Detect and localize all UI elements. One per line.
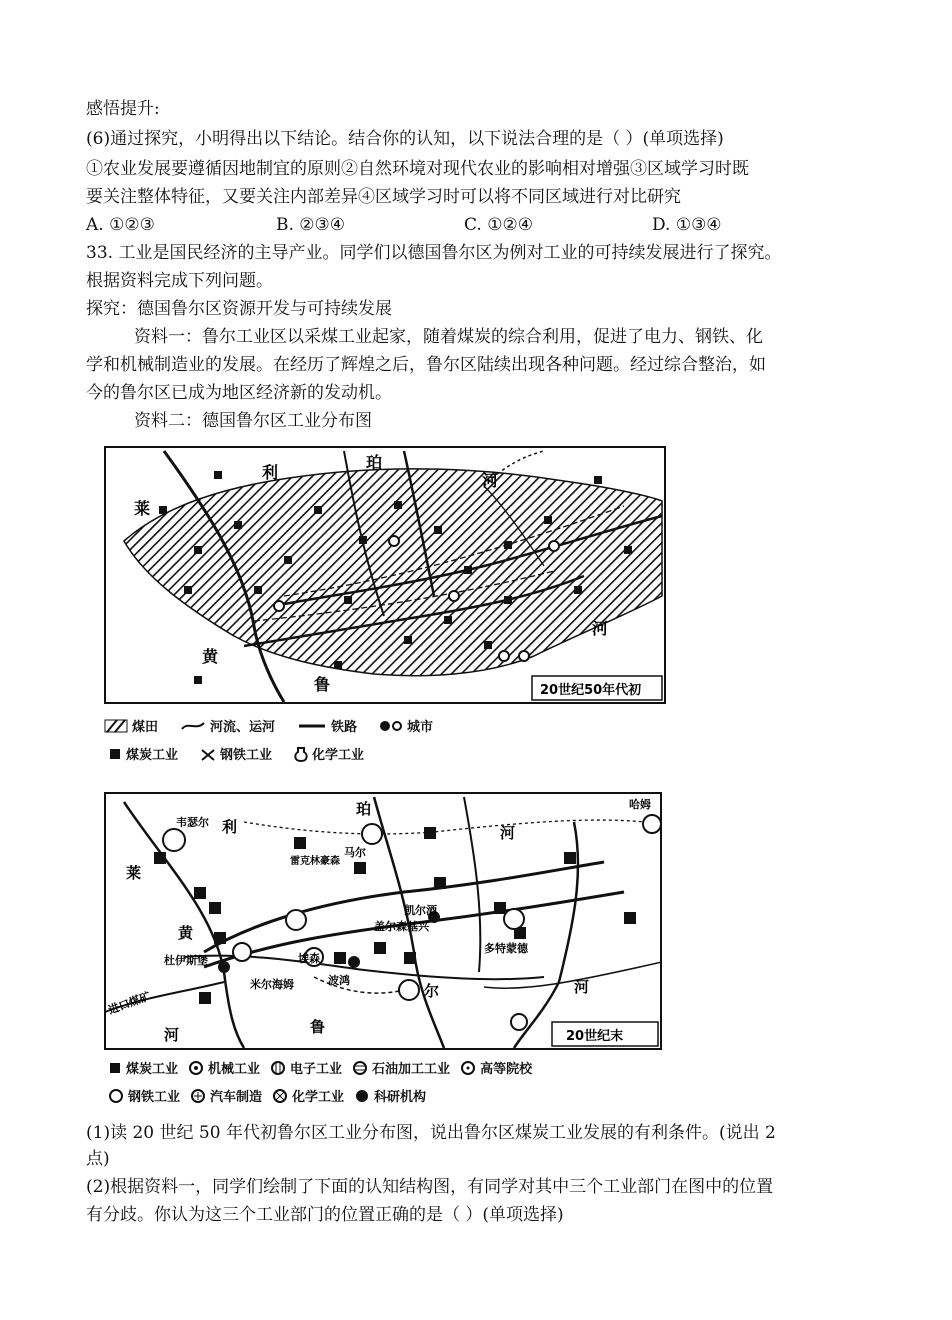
map2-label-city2: 马尔 — [344, 846, 366, 859]
map2-label-city8: 多特蒙德 — [484, 942, 528, 955]
map2-label-city10: 埃森 — [298, 952, 320, 965]
map2-label-he3: 河 — [164, 1026, 180, 1044]
map2-label-er: 尔 — [424, 982, 440, 1000]
heading-reflection: 感悟提升: — [86, 99, 160, 119]
map2-label-huang: 黄 — [178, 924, 194, 942]
question-6-statements-2: 要关注整体特征，又要关注内部差异④区域学习时可以将不同区域进行对比研究 — [86, 187, 681, 207]
map1-legend-row-2 — [108, 744, 386, 763]
map2-label-li: 利 — [222, 818, 238, 836]
map2-label-lai: 莱 — [126, 864, 142, 882]
map2-label-city9: 杜伊斯堡 — [164, 954, 208, 967]
legend-coalfield: 煤田 — [132, 720, 159, 735]
inquiry-title: 探究：德国鲁尔区资源开发与可持续发展 — [86, 299, 392, 319]
legend2-research: 科研机构 — [374, 1090, 427, 1105]
legend2-coal-industry: 煤炭工业 — [126, 1062, 179, 1077]
legend-railway: 铁路 — [331, 720, 358, 735]
map2-label-he2: 河 — [574, 978, 590, 996]
question-33-stem: 33. 工业是国民经济的主导产业。同学们以德国鲁尔区为例对工业的可持续发展进行了探究。 — [86, 243, 782, 263]
map2-label-pei: 珀 — [356, 800, 372, 818]
question-2-line-2: 有分歧。你认为这三个工业部门的位置正确的是（ ）(单项选择) — [86, 1205, 564, 1225]
legend2-petroleum: 石油加工工业 — [372, 1062, 451, 1077]
map2-legend-row-1 — [108, 1058, 542, 1077]
map1-legend-row-1 — [104, 716, 455, 735]
material-1-line-3: 今的鲁尔区已成为地区经济新的发动机。 — [86, 383, 392, 403]
map2-label-city11: 米尔海姆 — [250, 978, 294, 991]
map2-label-city7: 波鸿 — [328, 974, 350, 987]
legend2-automobile: 汽车制造 — [210, 1090, 263, 1105]
map2-label-lu: 鲁 — [310, 1018, 326, 1036]
map1-label-pei: 珀 — [366, 453, 383, 472]
ruhr-map-late-20th-century — [104, 792, 662, 1050]
legend2-chemical: 化学工业 — [292, 1090, 345, 1105]
map2-legend-row-2 — [108, 1086, 436, 1105]
legend2-steel: 钢铁工业 — [128, 1090, 181, 1105]
map1-label-he1: 河 — [482, 471, 499, 490]
map2-label-city4: 雷克林豪森 — [290, 856, 340, 867]
map1-label-he2: 河 — [592, 619, 609, 638]
map1-label-lu: 鲁 — [314, 675, 331, 694]
legend-chemical-industry: 化学工业 — [312, 748, 365, 763]
option-d: D. ①③④ — [652, 215, 722, 235]
question-33-instruction: 根据资料完成下列问题。 — [86, 271, 273, 291]
question-6-stem: (6)通过探究，小明得出以下结论。结合你的认知，以下说法合理的是（ ）(单项选择) — [86, 129, 724, 149]
legend2-university: 高等院校 — [480, 1062, 533, 1077]
map1-label-lai: 莱 — [134, 499, 151, 518]
question-1-line-2: 点) — [86, 1149, 110, 1169]
material-1-line-2: 学和机械制造业的发展。在经历了辉煌之后，鲁尔区陆续出现各种问题。经过综合整治，如 — [86, 355, 766, 375]
map2-label-city1: 韦瑟尔 — [176, 816, 209, 829]
question-2-line-1: (2)根据资料一，同学们绘制了下面的认知结构图，有同学对其中三个工业部门在图中的位置 — [86, 1177, 774, 1197]
option-a: A. ①②③ — [86, 215, 155, 235]
map1-label-huang: 黄 — [202, 647, 219, 666]
option-c: C. ①②④ — [464, 215, 533, 235]
ruhr-map-1950s — [104, 446, 666, 704]
material-2-title: 资料二：德国鲁尔区工业分布图 — [134, 411, 372, 431]
map1-caption: 20世纪50年代初 — [540, 683, 642, 698]
legend2-electronics: 电子工业 — [290, 1062, 343, 1077]
map2-label-city3: 哈姆 — [629, 798, 651, 811]
legend-river-canal: 河流、运河 — [210, 720, 276, 735]
map2-label-city6: 盖尔森基兴 — [374, 920, 429, 933]
map1-label-li: 利 — [262, 463, 279, 482]
material-1-line-1: 资料一：鲁尔工业区以采煤工业起家，随着煤炭的综合利用，促进了电力、钢铁、化 — [134, 327, 763, 347]
map2-label-he1: 河 — [500, 824, 516, 842]
legend-city: 城市 — [407, 720, 434, 735]
map2-caption: 20世纪末 — [566, 1029, 624, 1044]
question-1-line-1: (1)读 20 世纪 50 年代初鲁尔区工业分布图，说出鲁尔区煤炭工业发展的有利条件。(说出 2 — [86, 1123, 776, 1143]
option-b: B. ②③④ — [276, 215, 346, 235]
legend2-machinery: 机械工业 — [208, 1062, 261, 1077]
legend-steel-industry: 钢铁工业 — [220, 748, 273, 763]
question-6-statements-1: ①农业发展要遵循因地制宜的原则②自然环境对现代农业的影响相对增强③区域学习时既 — [86, 159, 749, 179]
map2-label-port: 进口煤矿 — [106, 989, 153, 1017]
map2-label-city5: 凯尔酒 — [404, 904, 437, 917]
legend-coal-industry: 煤炭工业 — [126, 748, 179, 763]
